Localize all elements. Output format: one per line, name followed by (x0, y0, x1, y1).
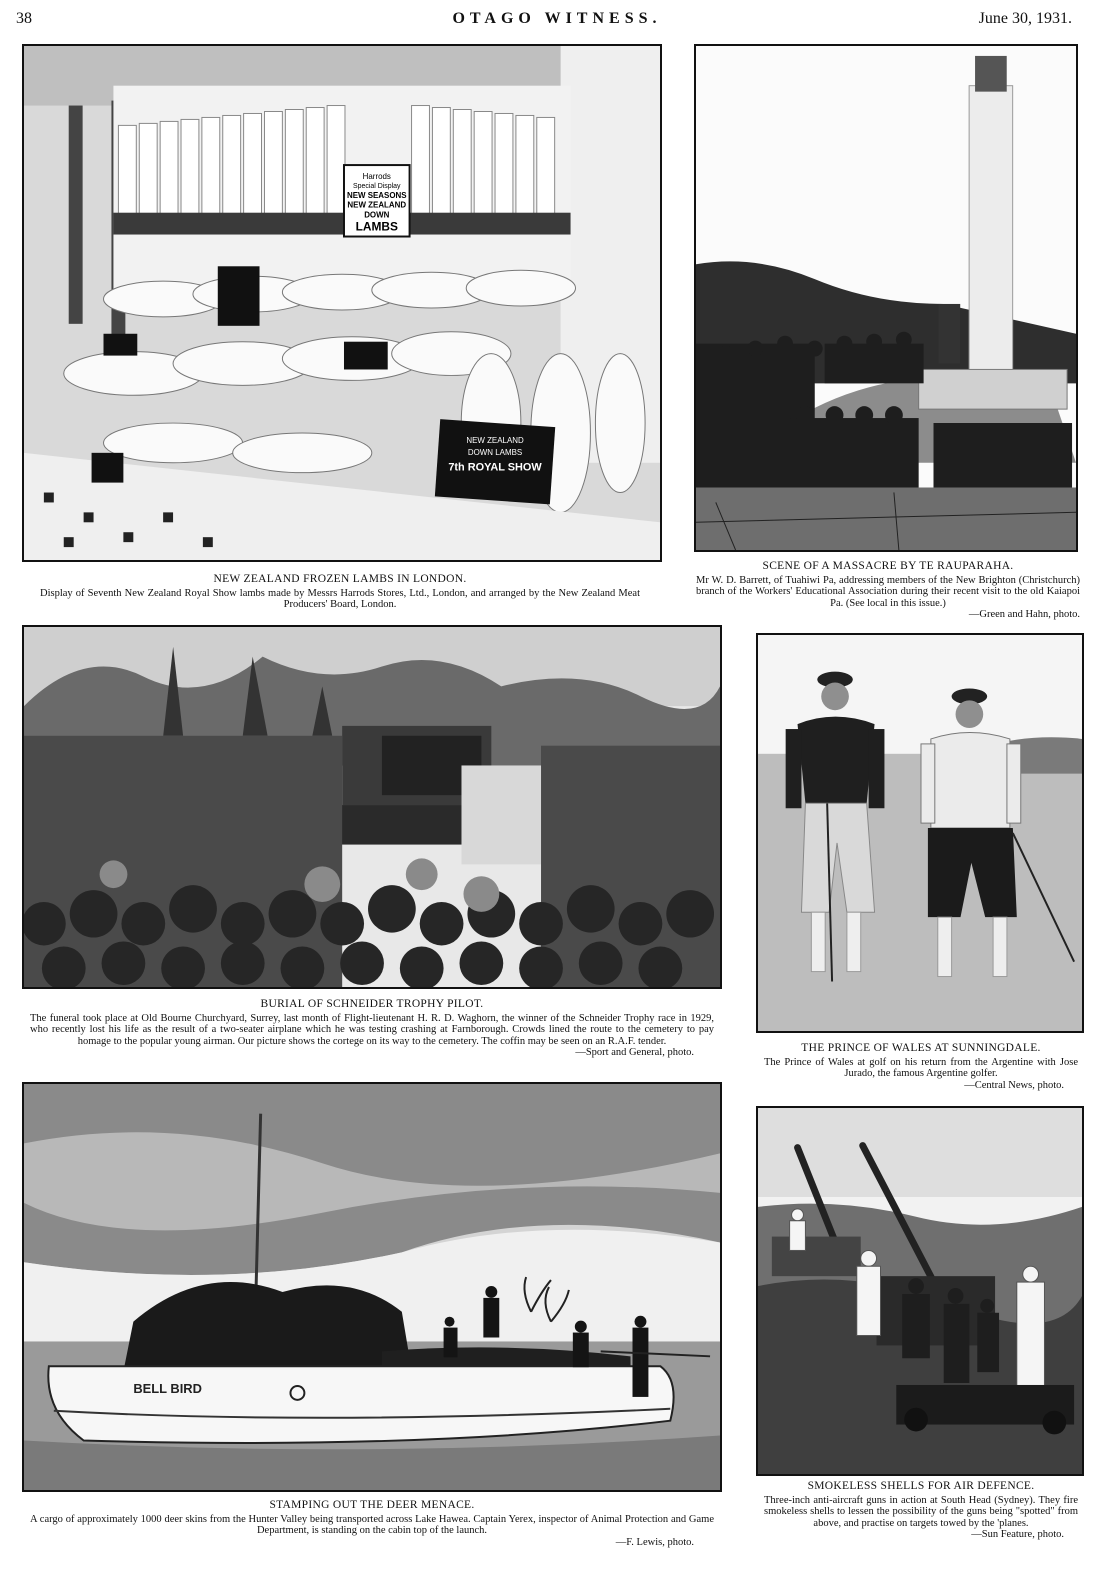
deer-caption-body: A cargo of approximately 1000 deer skins from the Hunter Valley being transported across Lake Hawea. Captain Yerex, inspector of Animal Protection and Game Department, is standing on the cabin top of the launch. (30, 1513, 714, 1536)
prince-caption-body: The Prince of Wales at golf on his return from the Argentine with Jose Jurado, the famous Argentine golfer. (764, 1056, 1078, 1079)
show-sign-line-2: DOWN LAMBS (467, 447, 523, 457)
prince-caption (764, 1043, 1078, 1091)
masthead: OTAGO WITNESS. (452, 10, 662, 27)
page-number: 38 (16, 10, 32, 27)
issue-date: June 30, 1931. (978, 10, 1072, 27)
harrods-sign-line-3: NEW SEASONS (346, 190, 407, 200)
shells-caption-credit: —Sun Feature, photo. (971, 1529, 1064, 1540)
shells-caption-title: SMOKELESS SHELLS FOR AIR DEFENCE. (807, 1480, 1035, 1492)
deer-caption-title: STAMPING OUT THE DEER MENACE. (269, 1499, 475, 1511)
lambs-caption-body: Display of Seventh New Zealand Royal Show lambs made by Messrs Harrods Stores, Ltd., London, and arranged by the New Zealand Meat Producers' Board, London. (40, 587, 640, 610)
prince-golf-photo (756, 633, 1084, 1033)
massacre-caption-credit: —Green and Hahn, photo. (968, 609, 1080, 620)
prince-caption-credit: —Central News, photo. (964, 1079, 1064, 1091)
harrods-sign-line-1: Harrods (362, 171, 391, 181)
burial-caption-title: BURIAL OF SCHNEIDER TROPHY PILOT. (260, 998, 484, 1010)
show-sign-line-3: 7th ROYAL SHOW (448, 461, 542, 474)
lambs-caption (40, 574, 640, 611)
shells-caption (764, 1481, 1078, 1541)
anti-aircraft-photo (756, 1106, 1084, 1476)
harrods-sign-line-6: LAMBS (355, 219, 398, 234)
burial-caption-credit: —Sport and General, photo. (575, 1047, 694, 1058)
harrods-sign-line-4: NEW ZEALAND (347, 200, 407, 210)
burial-photo (22, 625, 722, 989)
massacre-caption (696, 561, 1080, 621)
deer-caption-credit: —F. Lewis, photo. (615, 1536, 694, 1548)
deer-caption (30, 1500, 714, 1548)
massacre-scene-photo (694, 44, 1078, 552)
show-sign-line-1: NEW ZEALAND (466, 435, 524, 445)
harrods-sign-line-2: Special Display (353, 182, 401, 190)
burial-caption-body: The funeral took place at Old Bourne Churchyard, Surrey, last month of Flight-lieutenant H. R. D. Waghorn, the winner of the Schneider Trophy race in 1929, who recently lost his life as the result of a two-seater airplane which he was testing crashing at Farnborough. Crowds lined the route to the cemetery to pay homage to the popular young airman. Our picture shows the cortege on its way to the cemetery. The coffin may be seen on an R.A.F. tender. (30, 1012, 714, 1047)
boat-name: BELL BIRD (133, 1380, 202, 1396)
lambs-caption-title: NEW ZEALAND FROZEN LAMBS IN LONDON. (213, 573, 467, 585)
prince-caption-title: THE PRINCE OF WALES AT SUNNINGDALE. (801, 1042, 1041, 1054)
massacre-caption-title: SCENE OF A MASSACRE BY TE RAUPARAHA. (762, 560, 1014, 572)
lambs-display-photo (22, 44, 662, 562)
harrods-sign-line-5: DOWN (364, 210, 390, 220)
shells-caption-body: Three-inch anti-aircraft guns in action at South Head (Sydney). They fire smokeless shells to lessen the possibility of the guns being "spotted" from above, and practise on targets towed by the 'planes. (764, 1494, 1078, 1529)
burial-caption (30, 999, 714, 1059)
deer-boat-photo (22, 1082, 722, 1492)
massacre-caption-body: Mr W. D. Barrett, of Tuahiwi Pa, addressing members of the New Brighton (Christchurch) branch of the Workers' Educational Association during their recent visit to the old Kaiapoi Pa. (See local in this issue.) (696, 574, 1080, 609)
